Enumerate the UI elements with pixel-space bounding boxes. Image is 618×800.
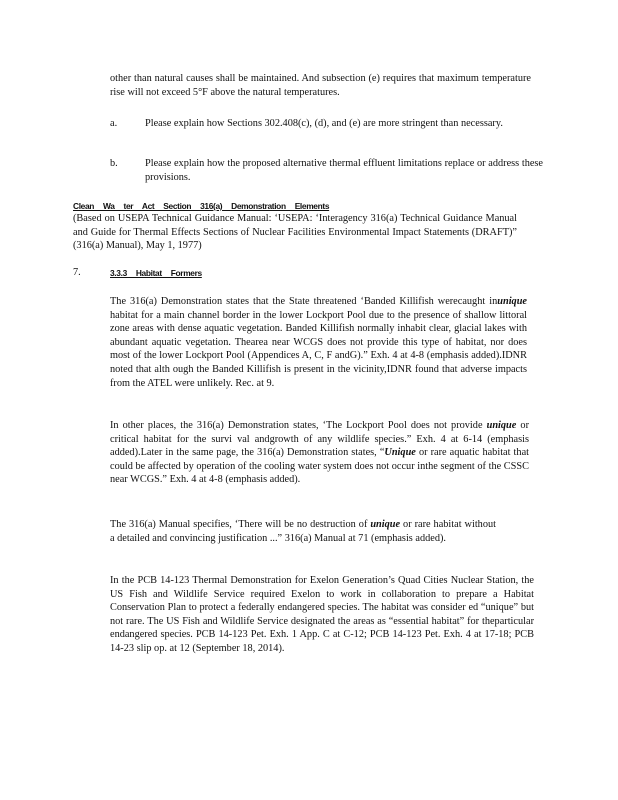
- paragraph-3-text-a: The 316(a) Manual specifies, ‘There will be no destruction of: [110, 519, 371, 530]
- item-a-label: a.: [110, 118, 118, 129]
- paragraph-1-text-a: The 316(a) Demonstration states that the State threatened ‘Banded Killifish werecaught in: [110, 296, 498, 307]
- intro-paragraph: other than natural causes shall be maintained. And subsection (e) requires that maximum temperature rise will not exceed 5°F above the natural temperatures.: [110, 73, 531, 98]
- paragraph-2-text-c: or rare aquatic habitat that could be affected by operation of the cooling water system does not occur inthe segment of the CSSC near WCGS.” Exh. 4 at 4-8 (emphasis added).: [110, 447, 530, 486]
- paragraph-manual-specifies: [110, 518, 496, 545]
- question-number: 7.: [73, 267, 81, 278]
- paragraph-banded-killifish: [110, 295, 527, 390]
- item-b-text: Please explain how the proposed alternative thermal effluent limitations replace or address these provisions.: [145, 158, 543, 183]
- paragraph-2-emphasis-a: unique: [486, 420, 517, 431]
- paragraph-pcb-14-123: In the PCB 14-123 Thermal Demonstration for Exelon Generation’s Quad Cities Nuclear Station, the US Fish and Wildlife Service required Exelon to work in collaboration to prepare a Habitat Conservation Plan to protect a federally endangered species. The habitat was consider ed “unique” but not rare. The US Fish and Wildlife Service designated the areas as “essential habitat” for theparticular endangered species. PCB 14-123 Pet. Exh. 1 App. C at C-12; PCB 14-123 Pet. Exh. 4 at 17-18; PCB 14-23 slip op. at 12 (September 18, 2014).: [110, 575, 534, 654]
- paragraph-2-emphasis-b: Unique: [384, 447, 416, 459]
- paragraph-other-places: [110, 419, 529, 487]
- paragraph-3-text-b: or rare habitat without a detailed and convincing justification ...” 316(a) Manual at 71 (emphasis added).: [110, 519, 496, 544]
- paragraph-2-text-a: In other places, the 316(a) Demonstration states, ‘The Lockport Pool does not provide: [110, 420, 487, 431]
- paragraph-3-emphasis: unique: [370, 519, 401, 530]
- item-a-text: Please explain how Sections 302.408(c), (d), and (e) are more stringent than necessary.: [145, 118, 503, 129]
- question-heading: 3.3.3 Habitat Formers: [110, 268, 202, 278]
- section-heading: Clean Wa ter Act Section 316(a) Demonstration Elements: [73, 201, 330, 211]
- paragraph-1-emphasis: unique: [497, 296, 527, 307]
- paragraph-2-text-b: or critical habitat for the survi val andgrowth of any wildlife species.” Exh. 4 at 6-14 (emphasis added).Later in the same page, the 316(a) Demonstration states, “: [110, 420, 530, 459]
- item-b-label: b.: [110, 158, 118, 169]
- section-reference: (Based on USEPA Technical Guidance Manual: ‘USEPA: ‘Interagency 316(a) Technical Guidance Manual and Guide for Thermal Effects Sections of Nuclear Facilities Environmental Impact Statements (DRAFT)” (316(a) Manual), May 1, 1977): [73, 213, 517, 252]
- paragraph-1-text-b: habitat for a main channel border in the lower Lockport Pool due to the presence of shallow littoral zone areas with dense aquatic vegetation. Banded Killifish normally inhabit clear, glacial lakes with abundant aquatic vegetation. Thearea near WCGS does not provide this type of habitat, nor does most of the lower Lockport Pool (Appendices A, C, F andG).” Exh. 4 at 4-8 (emphasis added).IDNR noted that alth ough the Banded Killifish is present in the vicinity,IDNR found that adverse impacts from the ATEL were unlikely. Rec. at 9.: [110, 309, 527, 389]
